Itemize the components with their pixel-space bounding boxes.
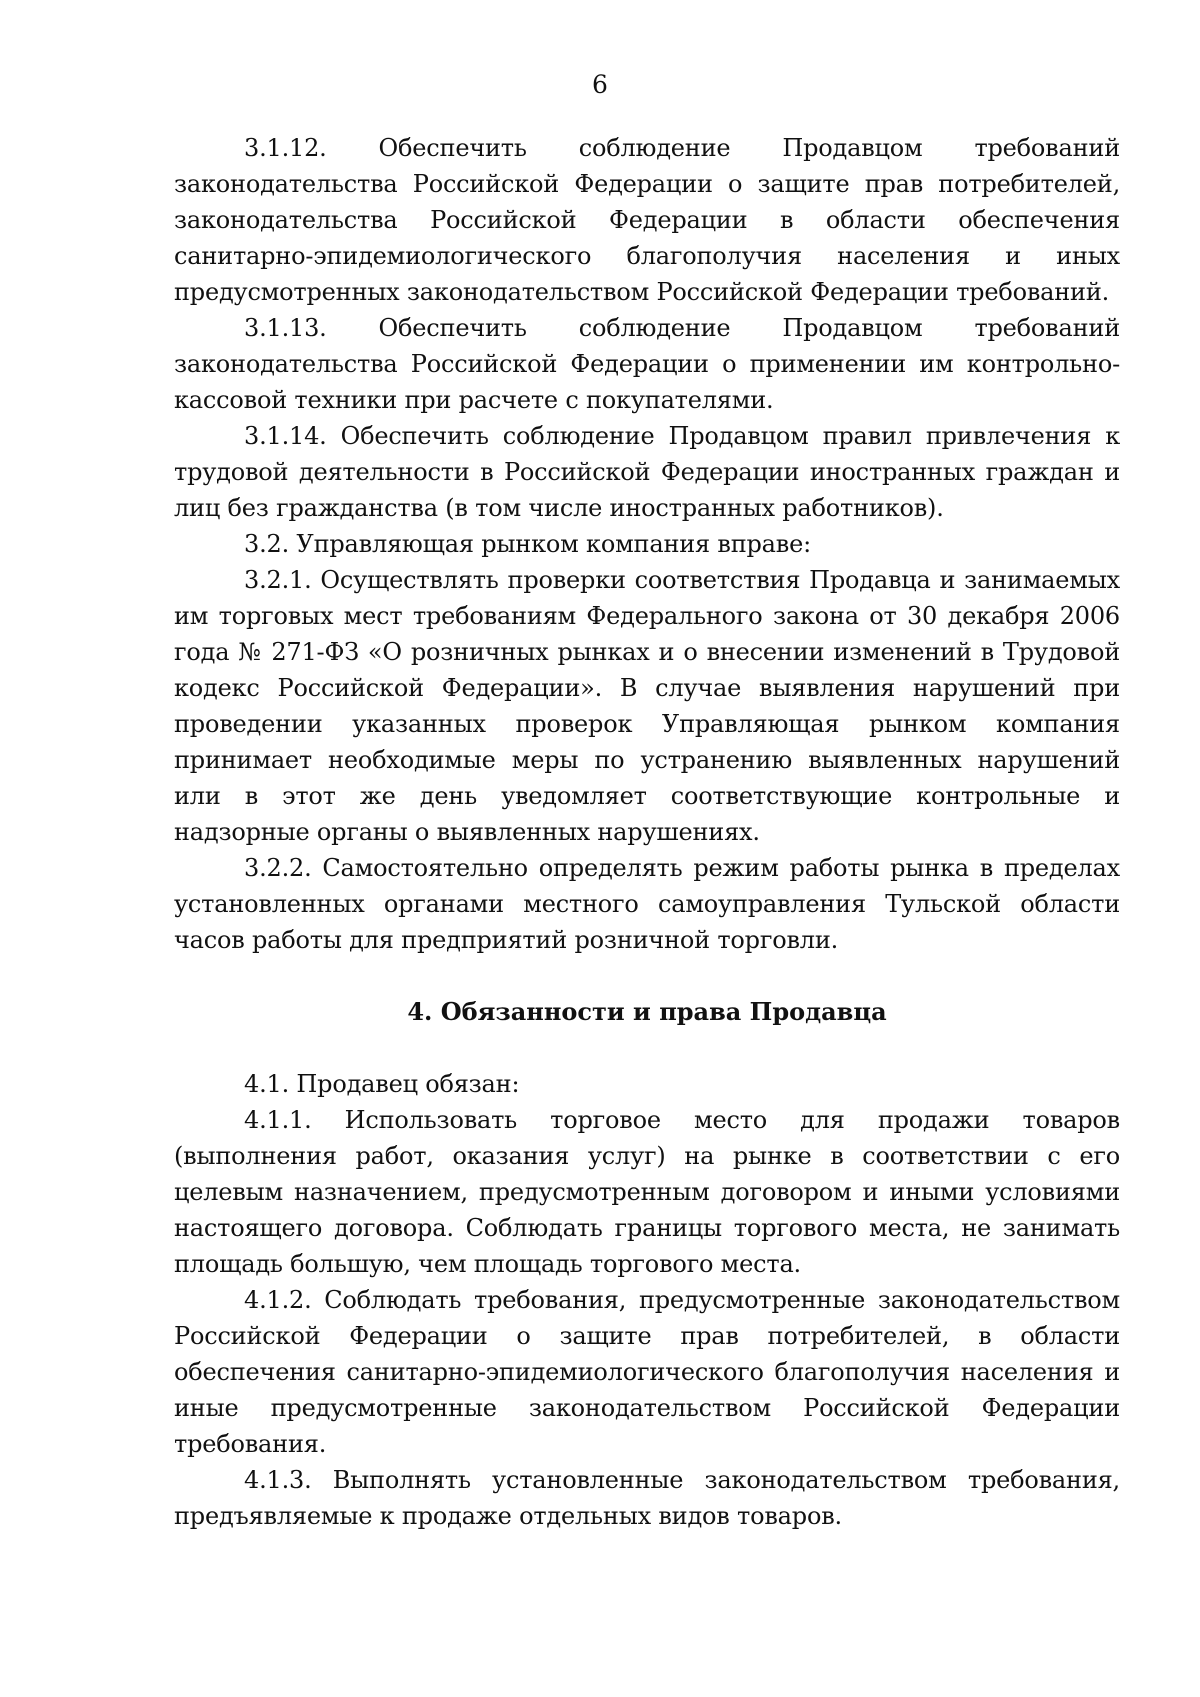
paragraph-3-2: 3.2. Управляющая рынком компания вправе: xyxy=(244,530,811,558)
section-heading: 4. Обязанности и права Продавца xyxy=(407,997,887,1026)
paragraph-4-1-1: 4.1.1. Использовать торговое место для продажи товаров (выполнения работ, оказания услуг) на рынке в соответствии с его целевым назначением, предусмотренным договором и иными условиями настоящего договора. Соблюдать границы торгового места, не занимать площадь большую, чем площадь торгового места. xyxy=(174,1106,1120,1278)
page-number: 6 xyxy=(592,70,608,99)
paragraph-3-1-14: 3.1.14. Обеспечить соблюдение Продавцом правил привлечения к трудовой деятельности в Российской Федерации иностранных граждан и лиц без гражданства (в том числе иностранных работников). xyxy=(174,422,1120,522)
paragraph-3-1-13: 3.1.13. Обеспечить соблюдение Продавцом требований законодательства Российской Федерации о применении им контрольно-кассовой техники при расчете с покупателями. xyxy=(174,314,1120,414)
document-body xyxy=(174,130,1120,1534)
paragraph-3-1-12: 3.1.12. Обеспечить соблюдение Продавцом требований законодательства Российской Федерации о защите прав потребителей, законодательства Российской Федерации в области обеспечения санитарно-эпидемиологического благополучия населения и иных предусмотренных законодательством Российской Федерации требований. xyxy=(174,134,1120,306)
paragraph-3-2-1: 3.2.1. Осуществлять проверки соответствия Продавца и занимаемых им торговых мест требованиям Федерального закона от 30 декабря 2006 года № 271-ФЗ «О розничных рынках и о внесении изменений в Трудовой кодекс Российской Федерации». В случае выявления нарушений при проведении указанных проверок Управляющая рынком компания принимает необходимые меры по устранению выявленных нарушений или в этот же день уведомляет соответствующие контрольные и надзорные органы о выявленных нарушениях. xyxy=(174,566,1120,846)
paragraph-4-1: 4.1. Продавец обязан: xyxy=(244,1070,520,1098)
paragraph-4-1-3: 4.1.3. Выполнять установленные законодательством требования, предъявляемые к продаже отдельных видов товаров. xyxy=(174,1466,1120,1530)
paragraph-4-1-2: 4.1.2. Соблюдать требования, предусмотренные законодательством Российской Федерации о защите прав потребителей, в области обеспечения санитарно-эпидемиологического благополучия населения и иные предусмотренные законодательством Российской Федерации требования. xyxy=(174,1286,1120,1458)
paragraph-3-2-2: 3.2.2. Самостоятельно определять режим работы рынка в пределах установленных органами местного самоуправления Тульской области часов работы для предприятий розничной торговли. xyxy=(174,854,1120,954)
